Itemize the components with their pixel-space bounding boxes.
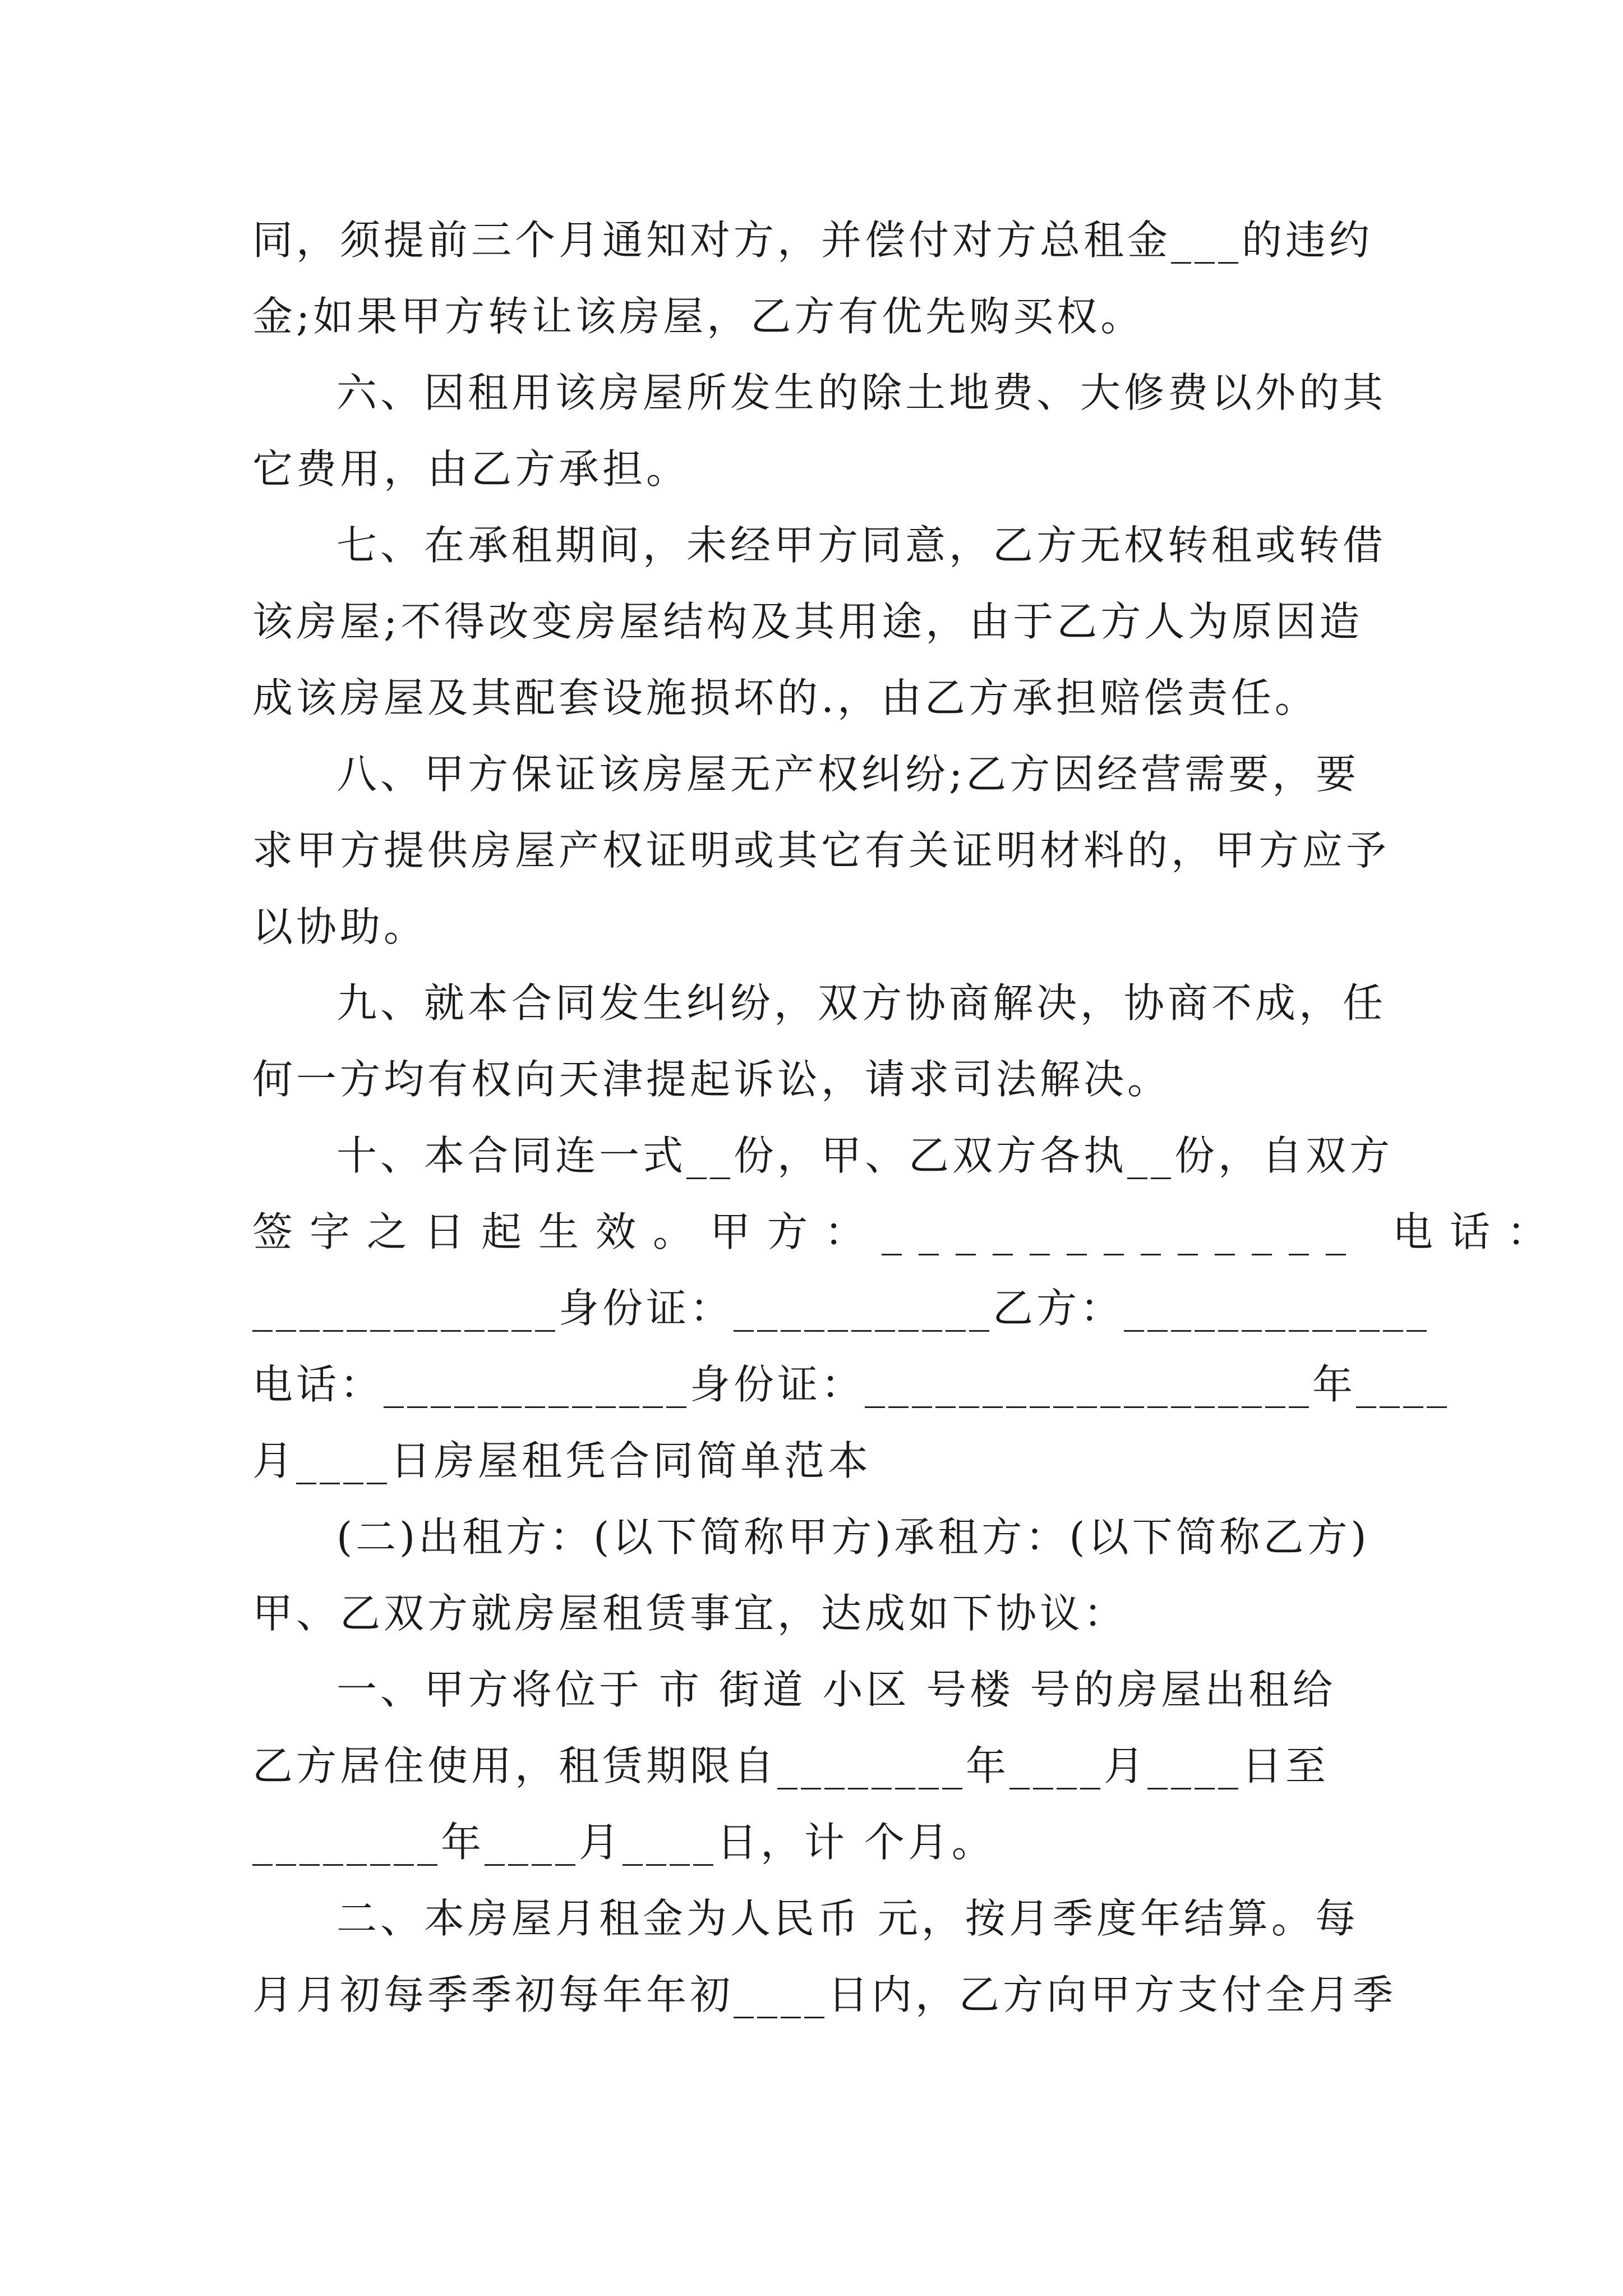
text-line: 该房屋;不得改变房屋结构及其用途，由于乙方人为原因造 — [252, 598, 1363, 645]
text-line: 九、就本合同发生纠纷，双方协商解决，协商不成，任 — [336, 979, 1387, 1027]
text-line: 求甲方提供房屋产权证明或其它有关证明材料的，甲方应予 — [252, 827, 1390, 874]
text-line: (二)出租方：(以下简称甲方)承租方：(以下简称乙方) — [336, 1513, 1370, 1561]
text-line: 电话：_____________身份证：___________________年____ — [252, 1361, 1451, 1408]
text-line: ________年____月____日，计 个月。 — [252, 1819, 995, 1866]
text-line: 月月初每季季初每年年初____日内，乙方向甲方支付全月季 — [252, 1971, 1397, 2018]
text-line: 二、本房屋月租金为人民币 元，按月季度年结算。每 — [336, 1895, 1359, 1942]
text-line: 一、甲方将位于 市 街道 小区 号楼 号的房屋出租给 — [336, 1666, 1336, 1713]
text-line: 同，须提前三个月通知对方，并偿付对方总租金___的违约 — [252, 217, 1373, 264]
text-line: 它费用，由乙方承担。 — [252, 445, 690, 493]
text-line: 十、本合同连一式__份，甲、乙双方各执__份，自双方 — [336, 1132, 1394, 1179]
text-line: 签字之日起生效。甲方：_____________ 电话： — [252, 1208, 1564, 1255]
text-line: 乙方居住使用，租赁期限自________年____月____日至 — [252, 1742, 1330, 1789]
text-line: 月____日房屋租凭合同简单范本 — [252, 1437, 872, 1484]
text-line: 七、在承租期间，未经甲方同意，乙方无权转租或转借 — [336, 522, 1387, 569]
text-line: _____________身份证：___________乙方：_____________ — [252, 1285, 1431, 1332]
text-line: 六、因租用该房屋所发生的除土地费、大修费以外的其 — [336, 369, 1387, 416]
text-line: 甲、乙双方就房屋租赁事宜，达成如下协议： — [252, 1590, 1128, 1637]
text-line: 八、甲方保证该房屋无产权纠纷;乙方因经营需要，要 — [336, 751, 1360, 798]
text-line: 以协助。 — [252, 903, 428, 950]
contract-text — [252, 202, 1564, 2033]
text-line: 何一方均有权向天津提起诉讼，请求司法解决。 — [252, 1056, 1172, 1103]
text-line: 成该房屋及其配套设施损坏的.，由乙方承担赔偿责任。 — [252, 674, 1318, 721]
text-line: 金;如果甲方转让该房屋，乙方有优先购买权。 — [252, 293, 1145, 340]
